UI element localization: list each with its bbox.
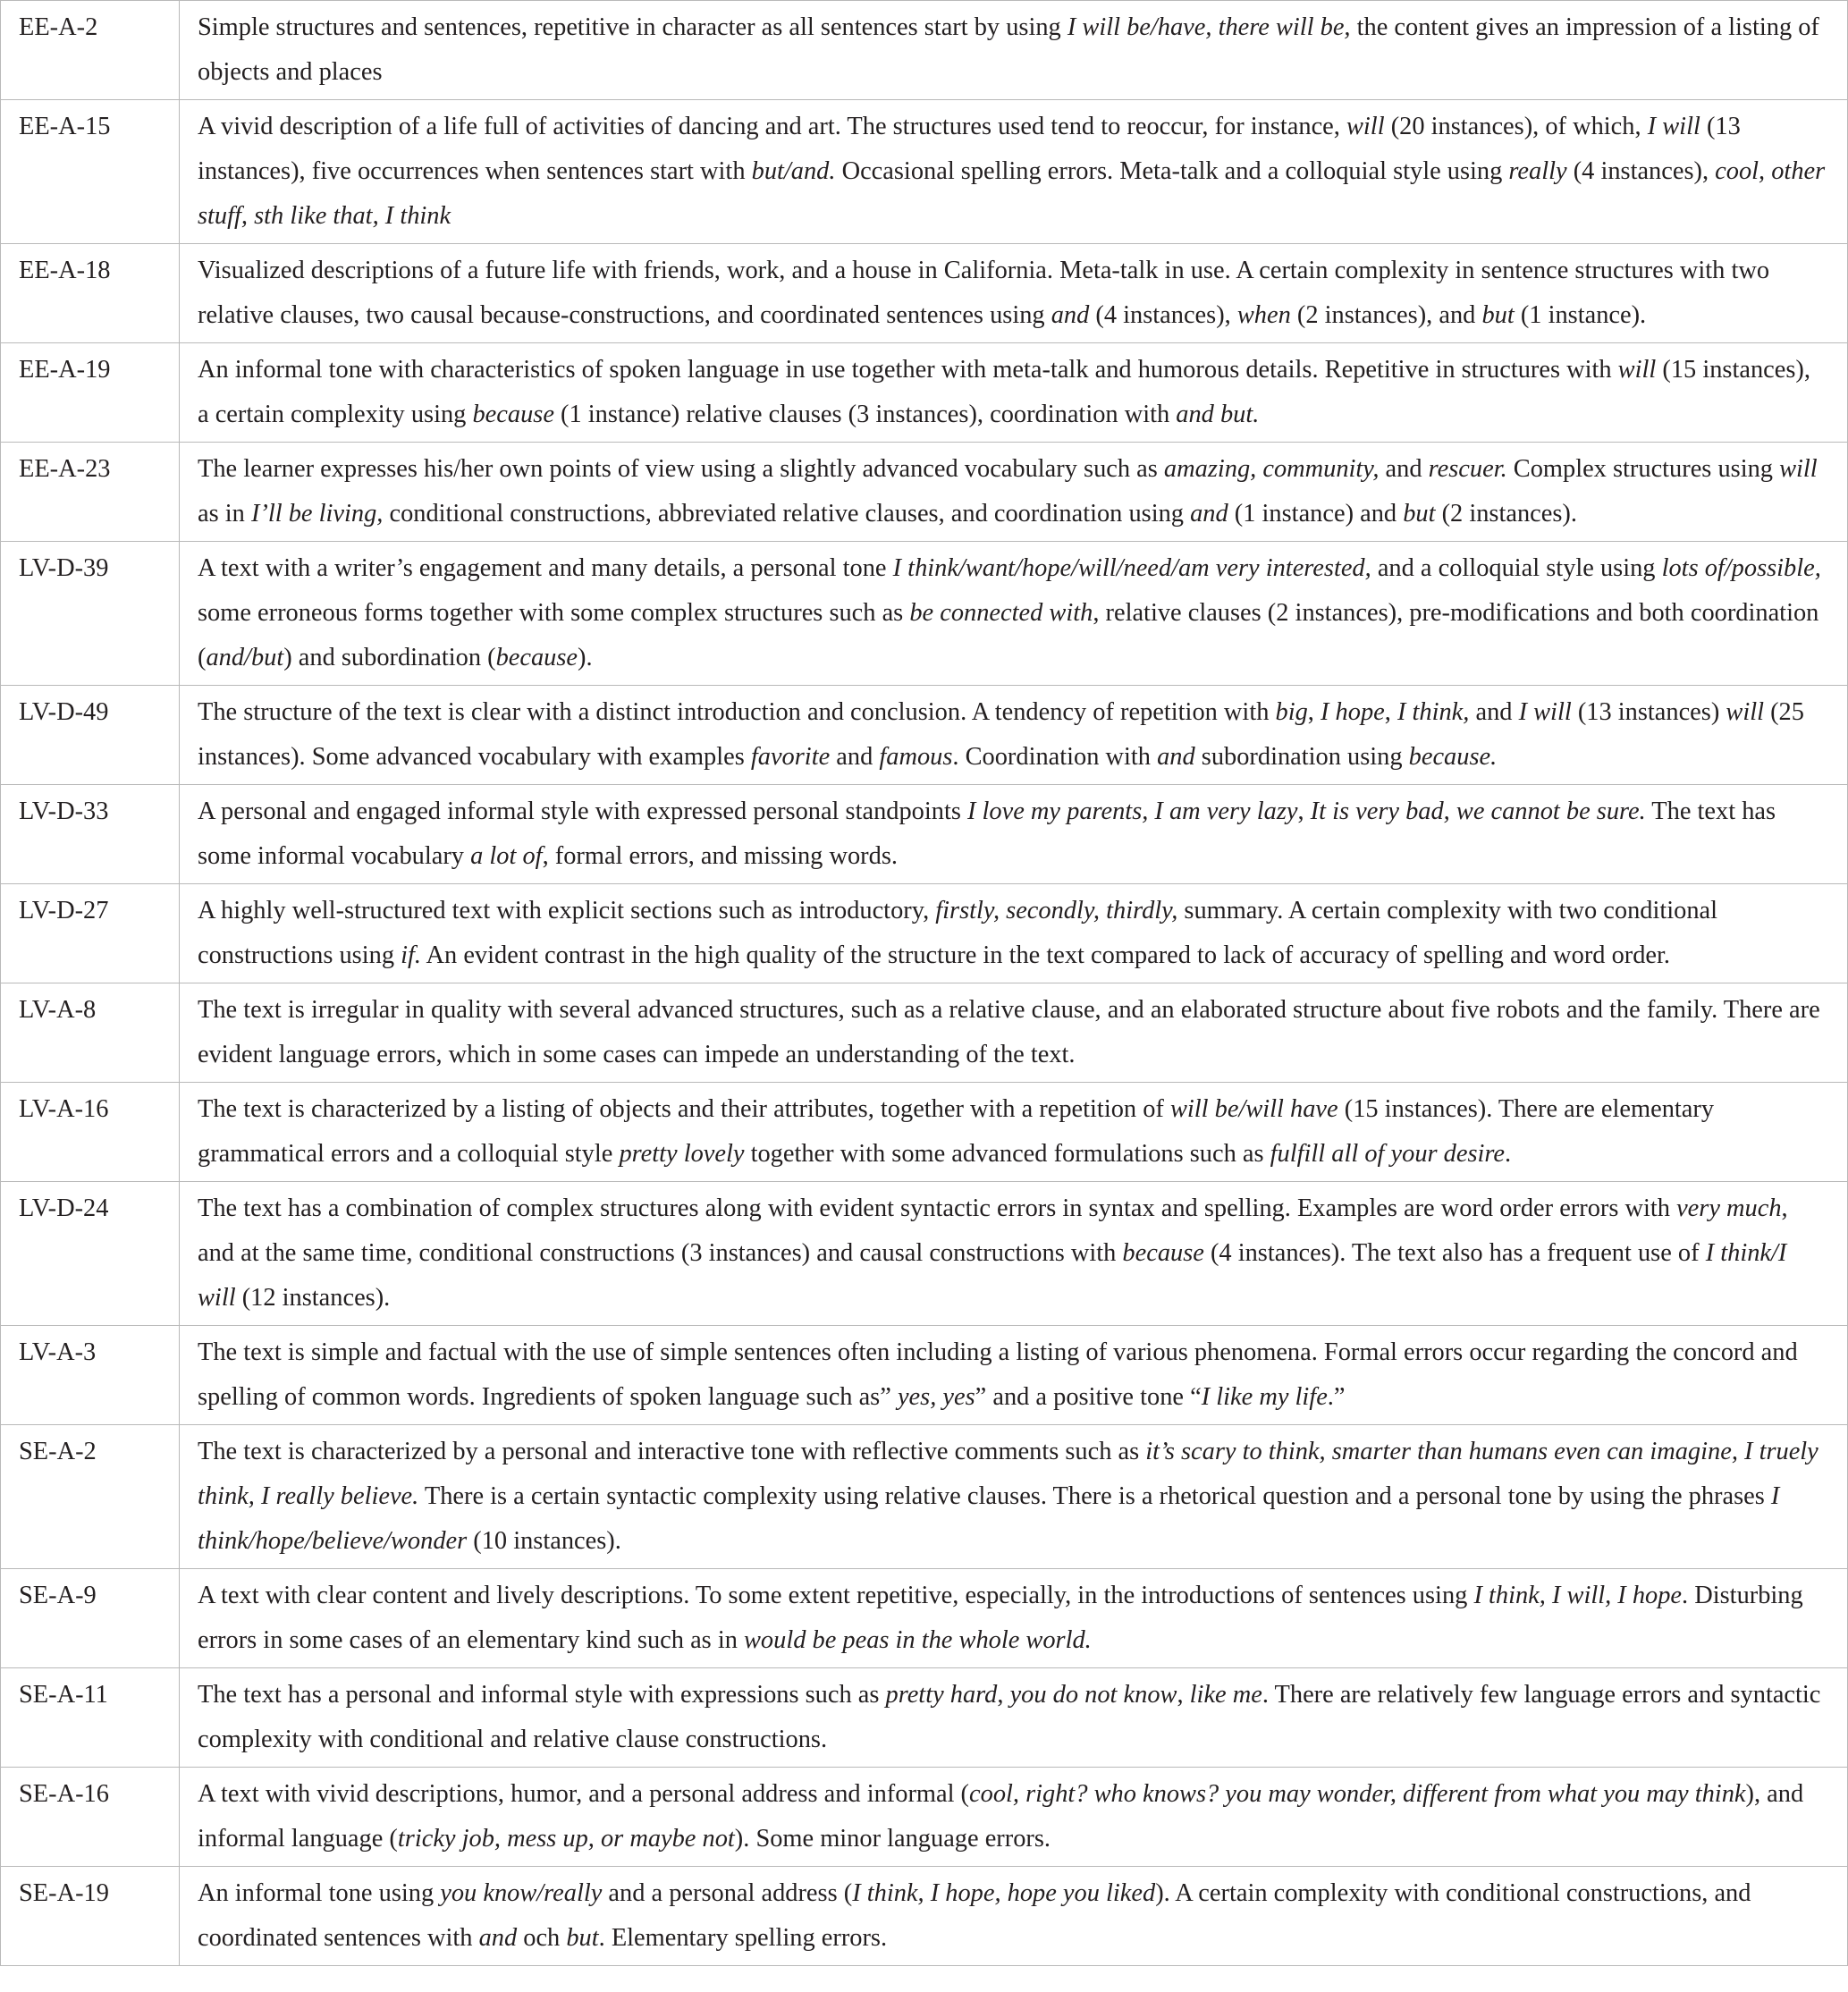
description-example-italic: if. bbox=[401, 941, 421, 969]
text-id: EE-A-23 bbox=[19, 455, 111, 483]
description-text: The text has a combination of complex structures along with evident syntactic errors in syntax and spelling. Examples are word order errors with bbox=[198, 1194, 1677, 1222]
description-text: Visualized descriptions of a future life with friends, work, and a house in California. Meta-talk in use. A certain complexity in sentence structures with two relative clauses, two causal because-constructions, and coordinated sentences using bbox=[198, 257, 1770, 329]
text-id-cell bbox=[1, 1867, 180, 1966]
description-example-italic: but bbox=[1481, 301, 1515, 329]
description-example-italic: I think, I will, I hope bbox=[1473, 1582, 1683, 1609]
text-id-cell bbox=[1, 884, 180, 983]
description-example-italic: yes, yes bbox=[897, 1383, 975, 1411]
text-id: SE-A-9 bbox=[19, 1582, 97, 1609]
description-text: The text is simple and factual with the use of simple sentences often including a listing of various phenomena. Formal errors occur regarding the concord and spelling of common words. Ingredients of spoken language such as” bbox=[198, 1338, 1798, 1411]
description-example-italic: I think/hope/believe/wonder bbox=[198, 1482, 1780, 1555]
description-text: . Coordination with bbox=[952, 743, 1158, 771]
description-example-italic: and/but bbox=[206, 644, 284, 671]
table-row bbox=[1, 343, 1848, 443]
description-text: (1 instance) and bbox=[1228, 500, 1404, 528]
description-cell bbox=[180, 1425, 1848, 1569]
description-example-italic: I think/want/hope/will/need/am very interested, bbox=[892, 554, 1371, 582]
description-text: , bbox=[1177, 1681, 1190, 1709]
description-cell bbox=[180, 244, 1848, 343]
description-text: , formal errors, and missing words. bbox=[542, 842, 898, 870]
description-text: The learner expresses his/her own points of view using a slightly advanced vocabulary such as bbox=[198, 455, 1164, 483]
description-text: (4 instances), bbox=[1089, 301, 1237, 329]
description-example-italic: because bbox=[495, 644, 578, 671]
description-text: An informal tone with characteristics of spoken language in use together with meta-talk and humorous details. Repetitive in structures with bbox=[198, 356, 1618, 384]
description-example-italic: rescuer. bbox=[1428, 455, 1507, 483]
description-text: ) and subordination ( bbox=[283, 644, 496, 671]
description-text: The text has some informal vocabulary bbox=[198, 798, 1776, 870]
description-text: The text is characterized by a listing of objects and their attributes, together with a repetition of bbox=[198, 1095, 1170, 1123]
description-text: and bbox=[1379, 455, 1429, 483]
description-example-italic: famous bbox=[879, 743, 953, 771]
description-text: (2 instances), and bbox=[1290, 301, 1482, 329]
text-id-cell bbox=[1, 443, 180, 542]
description-example-italic: very much bbox=[1676, 1194, 1782, 1222]
description-example-italic: I will bbox=[1647, 113, 1700, 140]
description-text: and bbox=[830, 743, 880, 771]
text-id: LV-D-33 bbox=[19, 798, 109, 825]
description-text: . bbox=[1505, 1140, 1512, 1168]
description-example-italic: I think/I will bbox=[198, 1239, 1787, 1312]
description-cell bbox=[180, 100, 1848, 244]
description-example-italic: I love my parents, I am very lazy bbox=[966, 798, 1298, 825]
description-text: (1 instance) relative clauses (3 instances), coordination with bbox=[553, 401, 1177, 428]
description-text: ), and informal language ( bbox=[198, 1780, 1804, 1853]
description-cell bbox=[180, 542, 1848, 686]
description-text: (20 instances), of which, bbox=[1384, 113, 1648, 140]
description-example-italic: pretty hard bbox=[885, 1681, 998, 1709]
text-id-cell bbox=[1, 1425, 180, 1569]
description-cell bbox=[180, 983, 1848, 1083]
description-example-italic: I like my life bbox=[1201, 1383, 1328, 1411]
description-text: (4 instances). The text also has a frequent use of bbox=[1203, 1239, 1706, 1267]
description-cell bbox=[180, 1182, 1848, 1326]
description-text: and bbox=[1469, 698, 1519, 726]
description-text: ). bbox=[578, 644, 593, 671]
table-row bbox=[1, 1768, 1848, 1867]
table-row bbox=[1, 542, 1848, 686]
text-id: LV-D-24 bbox=[19, 1194, 109, 1222]
description-text: The text is characterized by a personal and interactive tone with reflective comments such as bbox=[198, 1438, 1146, 1465]
table-row bbox=[1, 983, 1848, 1083]
text-id-cell bbox=[1, 542, 180, 686]
text-id: SE-A-2 bbox=[19, 1438, 97, 1465]
table-body bbox=[1, 1, 1848, 1966]
description-example-italic: it’s scary to think, smarter than humans even can imagine, I truely think, I really believe. bbox=[198, 1438, 1818, 1510]
description-text: Complex structures using bbox=[1506, 455, 1780, 483]
description-example-italic: will be/will have bbox=[1169, 1095, 1338, 1123]
description-example-italic: like me bbox=[1189, 1681, 1262, 1709]
text-id: EE-A-15 bbox=[19, 113, 111, 140]
description-example-italic: but bbox=[1403, 500, 1436, 528]
table-row bbox=[1, 1326, 1848, 1425]
description-cell bbox=[180, 443, 1848, 542]
description-text: An informal tone using bbox=[198, 1879, 441, 1907]
description-example-italic: and bbox=[1157, 743, 1195, 771]
table-row bbox=[1, 785, 1848, 884]
description-cell bbox=[180, 1768, 1848, 1867]
description-text: The text has a personal and informal style with expressions such as bbox=[198, 1681, 886, 1709]
text-id-cell bbox=[1, 244, 180, 343]
table-row bbox=[1, 1425, 1848, 1569]
description-cell bbox=[180, 686, 1848, 785]
description-text: summary. A certain complexity with two conditional constructions using bbox=[198, 897, 1718, 969]
description-text: A personal and engaged informal style with expressed personal standpoints bbox=[198, 798, 967, 825]
table-row bbox=[1, 1569, 1848, 1668]
text-id: EE-A-19 bbox=[19, 356, 111, 384]
description-text: , relative clauses (2 instances), pre-modifications and both coordination ( bbox=[198, 599, 1819, 671]
description-text: The text is irregular in quality with several advanced structures, such as a relative clause, and an elaborated structure about five robots and the family. There are evident language errors, which in some cases can impede an understanding of the text. bbox=[198, 996, 1820, 1068]
text-id: SE-A-11 bbox=[19, 1681, 108, 1709]
table-row bbox=[1, 1083, 1848, 1182]
description-text: together with some advanced formulations such as bbox=[744, 1140, 1270, 1168]
table-row bbox=[1, 443, 1848, 542]
description-text: , bbox=[1297, 798, 1311, 825]
text-id: LV-A-8 bbox=[19, 996, 97, 1024]
description-text: . There are relatively few language errors and syntactic complexity with conditional and relative clause constructions. bbox=[198, 1681, 1821, 1753]
description-text: (25 instances). Some advanced vocabulary with examples bbox=[198, 698, 1804, 771]
description-cell bbox=[180, 343, 1848, 443]
description-cell bbox=[180, 1326, 1848, 1425]
description-cell bbox=[180, 1083, 1848, 1182]
description-example-italic: will bbox=[1726, 698, 1764, 726]
table-row bbox=[1, 1, 1848, 100]
description-example-italic: a lot of bbox=[470, 842, 543, 870]
description-text: Simple structures and sentences, repetitive in character as all sentences start by using bbox=[198, 13, 1067, 41]
description-example-italic: and but. bbox=[1176, 401, 1260, 428]
table-row bbox=[1, 1867, 1848, 1966]
description-text: conditional constructions, abbreviated relative clauses, and coordination using bbox=[383, 500, 1191, 528]
table-row bbox=[1, 244, 1848, 343]
description-text: ). Some minor language errors. bbox=[734, 1825, 1051, 1853]
description-example-italic: I think, bbox=[1397, 698, 1470, 726]
description-text: An evident contrast in the high quality of the structure in the text compared to lack of accuracy of spelling and word order. bbox=[421, 941, 1671, 969]
description-example-italic: will bbox=[1617, 356, 1657, 384]
description-text: some erroneous forms together with some complex structures such as bbox=[198, 599, 910, 627]
description-example-italic: It is very bad, we cannot be sure. bbox=[1310, 798, 1646, 825]
description-cell bbox=[180, 1867, 1848, 1966]
text-id-cell bbox=[1, 1569, 180, 1668]
text-id: LV-A-3 bbox=[19, 1338, 97, 1366]
table-row bbox=[1, 100, 1848, 244]
description-text: (2 instances). bbox=[1435, 500, 1577, 528]
description-example-italic: fulfill all of your desire bbox=[1270, 1140, 1505, 1168]
description-text: (1 instance). bbox=[1514, 301, 1647, 329]
description-example-italic: because bbox=[472, 401, 554, 428]
table-row bbox=[1, 686, 1848, 785]
table-row bbox=[1, 1668, 1848, 1768]
description-text: The structure of the text is clear with a distinct introduction and conclusion. A tendency of repetition with bbox=[198, 698, 1276, 726]
description-example-italic: but bbox=[566, 1924, 599, 1952]
description-example-italic: pretty lovely bbox=[619, 1140, 745, 1168]
description-example-italic: cool, other stuff, sth like that, I think bbox=[198, 157, 1826, 230]
table-row bbox=[1, 884, 1848, 983]
description-text: , bbox=[997, 1681, 1010, 1709]
description-example-italic: firstly, secondly, thirdly, bbox=[935, 897, 1178, 924]
text-id: SE-A-19 bbox=[19, 1879, 109, 1907]
description-text: (13 instances), five occurrences when sentences start with bbox=[198, 113, 1741, 185]
description-text: Occasional spelling errors. Meta-talk and a colloquial style using bbox=[835, 157, 1509, 185]
description-example-italic: I will bbox=[1518, 698, 1572, 726]
description-cell bbox=[180, 1569, 1848, 1668]
description-example-italic: I will be/have, there will be, bbox=[1067, 13, 1351, 41]
description-text: (12 instances). bbox=[235, 1284, 391, 1312]
description-example-italic: and bbox=[1051, 301, 1090, 329]
description-text: .” bbox=[1327, 1383, 1346, 1411]
description-example-italic: be connected with bbox=[909, 599, 1093, 627]
description-text: and a personal address ( bbox=[602, 1879, 853, 1907]
description-text: . Elementary spelling errors. bbox=[598, 1924, 888, 1952]
description-text: (4 instances), bbox=[1566, 157, 1716, 185]
description-example-italic: but/and. bbox=[751, 157, 836, 185]
description-example-italic: would be peas in the whole world. bbox=[744, 1626, 1092, 1654]
table-row bbox=[1, 1182, 1848, 1326]
description-example-italic: and bbox=[478, 1924, 518, 1952]
description-cell bbox=[180, 1, 1848, 100]
description-text: . Disturbing errors in some cases of an elementary kind such as in bbox=[198, 1582, 1803, 1654]
description-example-italic: I hope bbox=[1321, 698, 1385, 726]
text-id: LV-D-39 bbox=[19, 554, 109, 582]
text-id-cell bbox=[1, 1083, 180, 1182]
description-example-italic: really bbox=[1508, 157, 1567, 185]
description-text: (10 instances). bbox=[467, 1527, 621, 1555]
description-text: A vivid description of a life full of activities of dancing and art. The structures used tend to reoccur, for instance, bbox=[198, 113, 1346, 140]
description-text: , bbox=[1307, 698, 1321, 726]
description-text: (15 instances), a certain complexity using bbox=[198, 356, 1810, 428]
text-id-cell bbox=[1, 983, 180, 1083]
text-id-cell bbox=[1, 1668, 180, 1768]
description-text: (15 instances). There are elementary grammatical errors and a colloquial style bbox=[198, 1095, 1715, 1168]
description-text: (13 instances) bbox=[1571, 698, 1726, 726]
description-example-italic: when bbox=[1236, 301, 1291, 329]
text-id-cell bbox=[1, 686, 180, 785]
text-id: LV-A-16 bbox=[19, 1095, 109, 1123]
description-example-italic: I think, I hope, hope you liked bbox=[852, 1879, 1156, 1907]
text-id: SE-A-16 bbox=[19, 1780, 109, 1808]
description-text: and a colloquial style using bbox=[1371, 554, 1662, 582]
description-example-italic: cool, right? who knows? you may wonder, different from what you may think bbox=[969, 1780, 1746, 1808]
description-cell bbox=[180, 785, 1848, 884]
text-id-cell bbox=[1, 785, 180, 884]
description-example-italic: big bbox=[1275, 698, 1308, 726]
description-text: A text with a writer’s engagement and many details, a personal tone bbox=[198, 554, 893, 582]
description-example-italic: because bbox=[1122, 1239, 1204, 1267]
text-id-cell bbox=[1, 343, 180, 443]
text-id: LV-D-49 bbox=[19, 698, 109, 726]
description-text: A text with clear content and lively descriptions. To some extent repetitive, especially, in the introductions of sentences using bbox=[198, 1582, 1474, 1609]
description-cell bbox=[180, 884, 1848, 983]
description-example-italic: and bbox=[1190, 500, 1228, 528]
description-example-italic: favorite bbox=[750, 743, 831, 771]
description-text: ” and a positive tone “ bbox=[975, 1383, 1202, 1411]
text-id-cell bbox=[1, 1, 180, 100]
text-id: LV-D-27 bbox=[19, 897, 109, 924]
description-cell bbox=[180, 1668, 1848, 1768]
description-text: A highly well-structured text with explicit sections such as introductory, bbox=[198, 897, 936, 924]
description-example-italic: because. bbox=[1408, 743, 1498, 771]
description-example-italic: you do not know bbox=[1009, 1681, 1177, 1709]
description-example-italic: will bbox=[1779, 455, 1818, 483]
description-text: the content gives an impression of a listing of objects and places bbox=[198, 13, 1819, 86]
text-id-cell bbox=[1, 100, 180, 244]
description-text: as in bbox=[198, 500, 251, 528]
description-text: och bbox=[517, 1924, 567, 1952]
description-example-italic: lots of/possible, bbox=[1661, 554, 1821, 582]
description-text: , bbox=[1384, 698, 1397, 726]
description-text: , and at the same time, conditional constructions (3 instances) and causal constructions with bbox=[198, 1194, 1788, 1267]
text-id: EE-A-18 bbox=[19, 257, 111, 284]
description-text: subordination using bbox=[1194, 743, 1409, 771]
text-id: EE-A-2 bbox=[19, 13, 98, 41]
description-example-italic: amazing, community, bbox=[1163, 455, 1380, 483]
description-example-italic: you know/really bbox=[440, 1879, 603, 1907]
text-id-cell bbox=[1, 1182, 180, 1326]
description-example-italic: will bbox=[1346, 113, 1385, 140]
description-text: There is a certain syntactic complexity using relative clauses. There is a rhetorical question and a personal tone by using the phrases bbox=[418, 1482, 1771, 1510]
description-example-italic: I’ll be living, bbox=[250, 500, 384, 528]
description-example-italic: tricky job, mess up, or maybe not bbox=[397, 1825, 735, 1853]
text-id-cell bbox=[1, 1768, 180, 1867]
description-text: A text with vivid descriptions, humor, and a personal address and informal ( bbox=[198, 1780, 970, 1808]
text-id-cell bbox=[1, 1326, 180, 1425]
description-text: ). A certain complexity with conditional constructions, and coordinated sentences with bbox=[198, 1879, 1751, 1952]
